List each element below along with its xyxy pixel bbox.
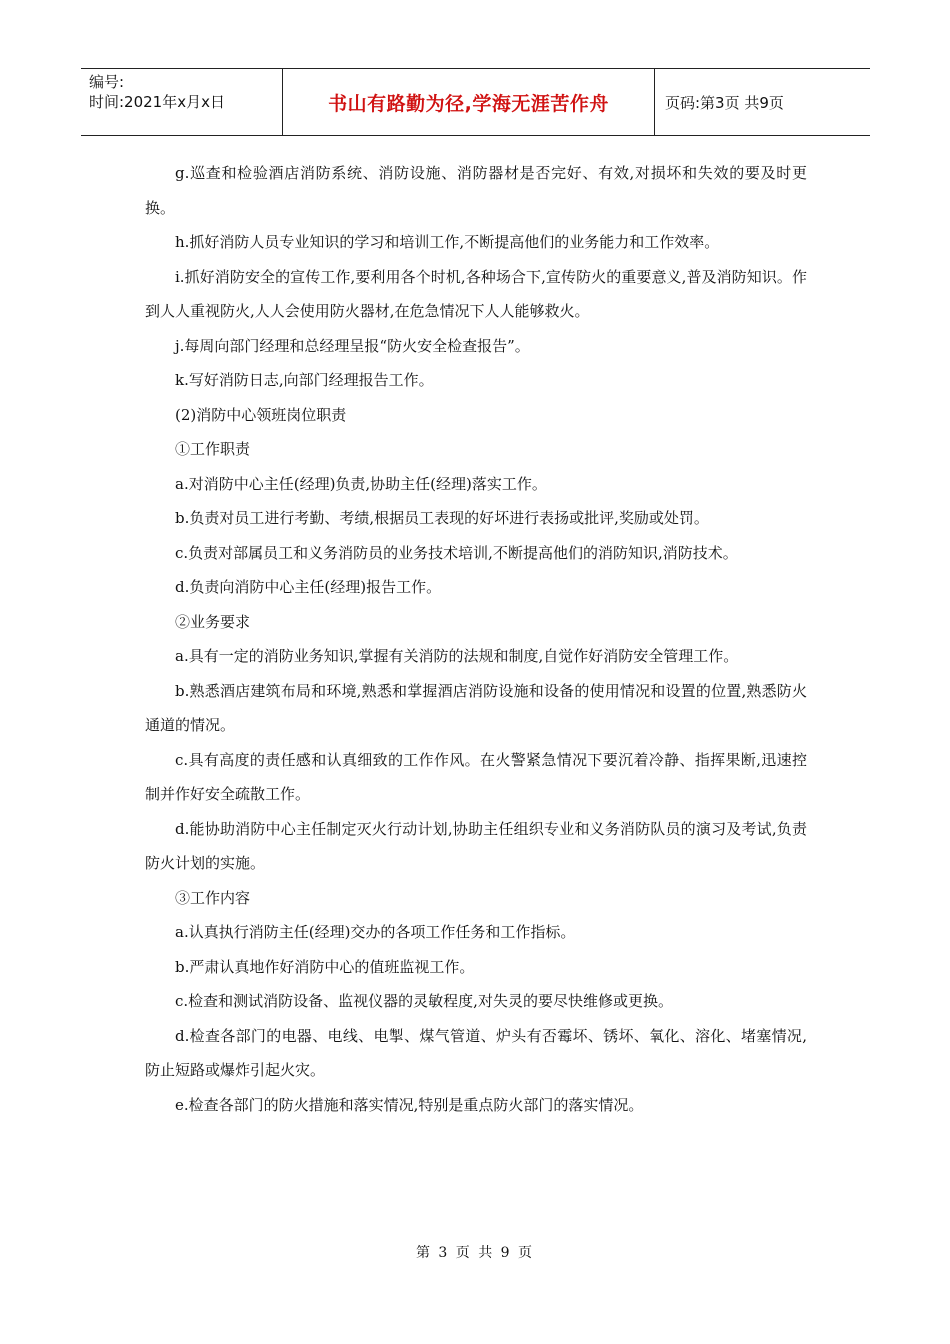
paragraph: c.具有高度的责任感和认真细致的工作作风。在火警紧急情况下要沉着冷静、指挥果断,迅速控制并作好安全疏散工作。	[145, 750, 807, 803]
header-motto: 书山有路勤为径,学海无涯苦作舟	[283, 69, 655, 135]
subsection-heading: ①工作职责	[175, 440, 251, 458]
paragraph: b.严肃认真地作好消防中心的值班监视工作。	[175, 957, 475, 976]
paragraph: a.具有一定的消防业务知识,掌握有关消防的法规和制度,自觉作好消防安全管理工作。	[175, 647, 739, 665]
paragraph: h.抓好消防人员专业知识的学习和培训工作,不断提高他们的业务能力和工作效率。	[175, 233, 720, 251]
page-header	[81, 68, 870, 136]
paragraph: a.对消防中心主任(经理)负责,协助主任(经理)落实工作。	[175, 474, 547, 493]
header-meta	[81, 69, 283, 135]
paragraph: d.能协助消防中心主任制定灭火行动计划,协助主任组织专业和义务消防队员的演习及考试,负责防火计划的实施。	[145, 819, 807, 872]
paragraph: c.负责对部属员工和义务消防员的业务技术培训,不断提高他们的消防知识,消防技术。	[175, 543, 738, 562]
paragraph: c.检查和测试消防设备、监视仪器的灵敏程度,对失灵的要尽快维修或更换。	[175, 992, 673, 1010]
page-footer: 第 3 页 共 9 页	[415, 1245, 535, 1261]
paragraph: b.负责对员工进行考勤、考绩,根据员工表现的好坏进行表扬或批评,奖励或处罚。	[175, 509, 709, 527]
document-number-label: 编号:	[89, 73, 125, 91]
paragraph: d.检查各部门的电器、电线、电掣、煤气管道、炉头有否霉坏、锈坏、氧化、溶化、堵塞情况,防止短路或爆炸引起火灾。	[145, 1026, 807, 1079]
paragraph: e.检查各部门的防火措施和落实情况,特别是重点防火部门的落实情况。	[175, 1095, 644, 1114]
header-page-info: 页码:第3页 共9页	[665, 93, 784, 112]
paragraph: j.每周向部门经理和总经理呈报“防火安全检查报告”。	[175, 336, 530, 355]
paragraph: b.熟悉酒店建筑布局和环境,熟悉和掌握酒店消防设施和设备的使用情况和设置的位置,熟悉防火通道的情况。	[145, 681, 807, 734]
section-heading: (2)消防中心领班岗位职责	[175, 405, 347, 424]
paragraph: i.抓好消防安全的宣传工作,要利用各个时机,各种场合下,宣传防火的重要意义,普及消防知识。作到人人重视防火,人人会使用防火器材,在危急情况下人人能够救火。	[145, 267, 807, 320]
paragraph: a.认真执行消防主任(经理)交办的各项工作任务和工作指标。	[175, 923, 576, 941]
paragraph: g.巡查和检验酒店消防系统、消防设施、消防器材是否完好、有效,对损坏和失效的要及时更换。	[145, 164, 807, 217]
subsection-heading: ②业务要求	[175, 612, 251, 631]
document-body	[145, 156, 807, 1122]
paragraph: d.负责向消防中心主任(经理)报告工作。	[175, 578, 442, 596]
document-time-label: 时间:2021年x月x日	[89, 93, 225, 111]
paragraph: k.写好消防日志,向部门经理报告工作。	[175, 371, 434, 389]
subsection-heading: ③工作内容	[175, 888, 251, 907]
